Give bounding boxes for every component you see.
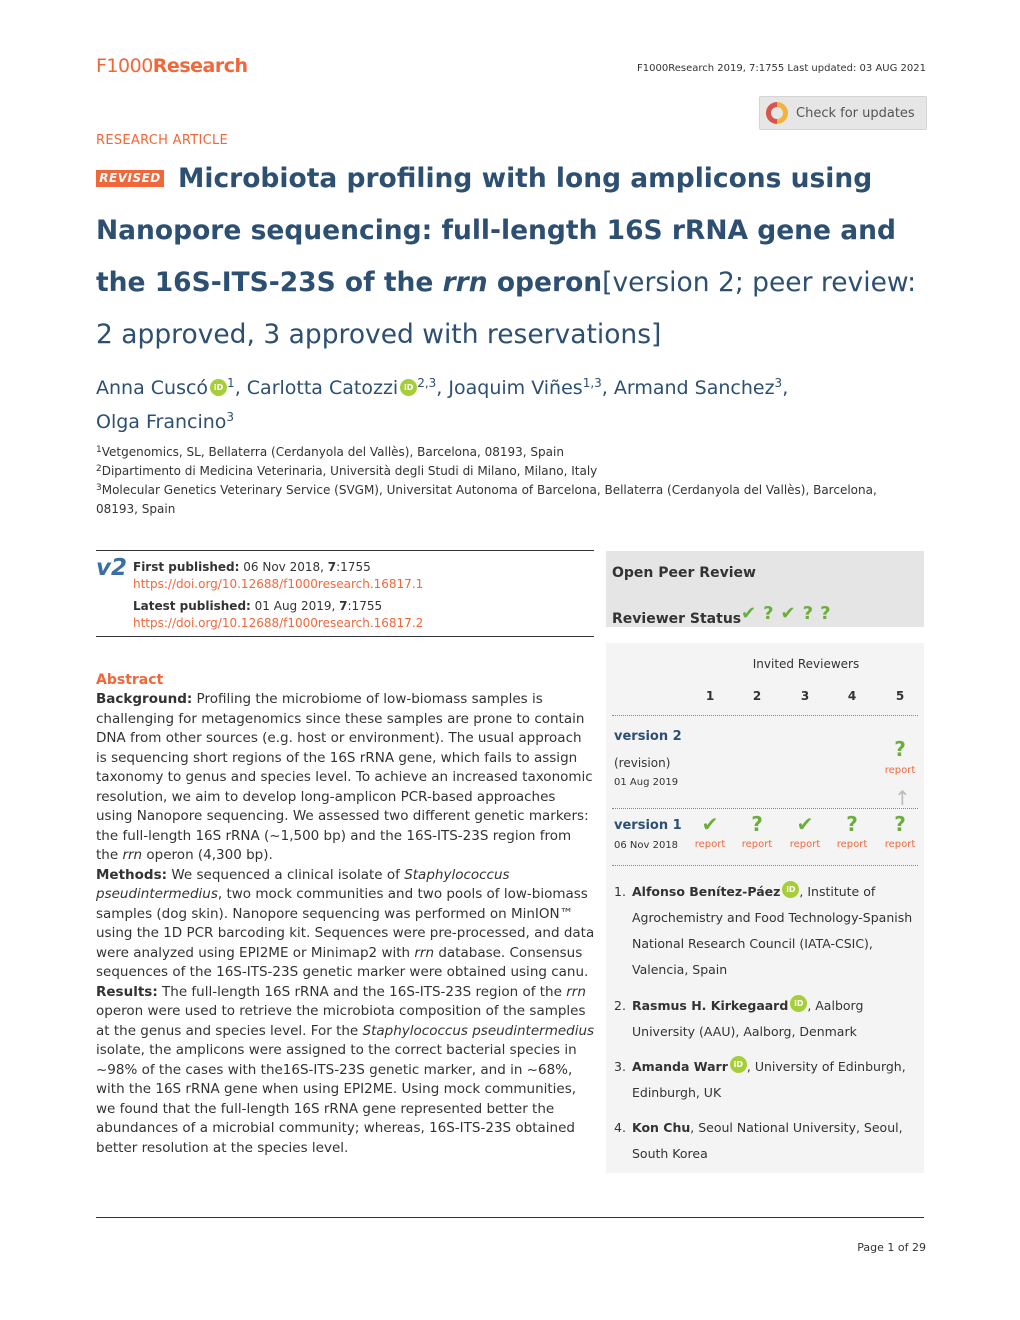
author-sup: 3 (774, 376, 783, 390)
reviewer-entry (614, 1115, 914, 1167)
results-species: Staphylococcus pseudintermedius (362, 1022, 595, 1039)
author-name[interactable]: Joaquim Viñes (448, 377, 583, 399)
affiliation-sup: 1 (96, 445, 102, 455)
author-sup: 1,3 (582, 376, 602, 390)
methods-text: We sequenced a clinical isolate of (167, 866, 405, 883)
first-published-date: 06 Nov 2018, (239, 560, 328, 574)
revised-badge: REVISED (96, 170, 164, 187)
first-published-article: :1755 (336, 560, 371, 574)
first-published (133, 559, 423, 593)
reviewer-affiliation: , Seoul National University, Seoul, (690, 1120, 903, 1135)
background-rrn: rrn (122, 847, 143, 863)
latest-published-date: 01 Aug 2019, (250, 599, 340, 613)
results-text: operon were used to retrieve the microbiota composition of the samples at the genus and species level. For the (96, 1003, 586, 1039)
title-main: Microbiota profiling with long amplicons using Nanopore sequencing: full-length 16S rRNA gene and the 16S-ITS-23S of the (96, 163, 896, 298)
version-2-label[interactable]: version 2 (614, 729, 682, 744)
version-badge: v2 (96, 555, 127, 581)
report-link[interactable]: report (836, 839, 868, 850)
first-published-label: First published: (133, 560, 240, 574)
version-1-date: 06 Nov 2018 (614, 840, 679, 851)
author-name[interactable]: Anna Cuscó (96, 377, 209, 399)
results-rrn: rrn (566, 983, 586, 1000)
reservations-icon: ? (894, 737, 906, 761)
reservations-icon: ? (802, 603, 821, 624)
f1000research-logo (96, 55, 248, 77)
background-end: operon (4,300 bp). (142, 847, 273, 863)
approved-icon: ✔ (780, 603, 803, 624)
reviewer-number: 1 (705, 689, 715, 703)
background-text: Profiling the microbiome of low-biomass samples is challenging for metagenomics since these samples are prone to contain DNA from other sources (e.g. host or environment). The usual approach is sequencing short regions of the 16S rRNA gene, which fails to assign taxonomy to genus and species level. To achieve an increased taxonomic resolution, we aim to develop long-amplicon PCR-based approaches using Nanopore sequencing. We assessed two different genetic markers: the full-length 16S rRNA (~1,500 bp) and the 16S-ITS-23S region from the (96, 691, 593, 863)
reviewer-index: 3. (614, 1059, 626, 1074)
affiliation (96, 479, 916, 519)
author-name[interactable]: Olga Francino (96, 411, 227, 433)
article-title (96, 153, 928, 361)
reservations-icon: ? (763, 603, 781, 624)
reviewer-index: 4. (614, 1120, 626, 1135)
methods-species: Staphylococcus pseudintermedius (96, 866, 510, 902)
table-divider (612, 808, 918, 809)
latest-doi-link[interactable]: https://doi.org/10.12688/f1000research.16817.2 (133, 616, 424, 630)
methods-rrn: rrn (414, 944, 435, 961)
reviewer-affiliation: , University of Edinburgh, (746, 1059, 906, 1074)
affiliation-sup: 2 (96, 464, 102, 474)
results-text: isolate, the amplicons were assigned to the correct bacterial species in ~98% of the cases with the16S-ITS-23S genetic marker, and in ~68%, with the 16S rRNA gene when using EPI2ME. Using mock communities, we found that the full-length 16S rRNA gene represented better the abundances of a microbial community; whereas, 16S-ITS-23S obtained better resolution at the species level. (96, 1042, 577, 1156)
first-doi-link[interactable]: https://doi.org/10.12688/f1000research.16817.1 (133, 577, 424, 591)
reservations-icon: ? (820, 603, 838, 624)
orcid-icon[interactable]: iD (782, 881, 799, 898)
report-link[interactable]: report (884, 765, 916, 776)
author-name[interactable]: Carlotta Catozzi (246, 377, 399, 399)
reviewer-affiliation: National Research Council (IATA-CSIC), (632, 936, 873, 951)
author-sup: 3 (226, 410, 235, 424)
table-divider (612, 715, 918, 716)
reviewer-number: 2 (752, 689, 762, 703)
report-link[interactable]: report (884, 839, 916, 850)
crossmark-icon (766, 102, 788, 124)
orcid-icon[interactable]: iD (730, 1056, 747, 1073)
reviewer-affiliation: , Aalborg (807, 998, 864, 1013)
author-sup: 1 (227, 376, 235, 390)
reviewer-status-marks (741, 603, 838, 624)
title-rrn: rrn (442, 267, 488, 298)
reviewer-affiliation: , Institute of (799, 884, 876, 899)
logo-f1000: F1000 (96, 55, 153, 77)
reviewer-name[interactable]: Rasmus H. Kirkegaard (632, 998, 789, 1013)
latest-published-article: :1755 (347, 599, 383, 613)
author-list: Anna Cuscó iD $^1$, Carlotta Catozzi iD $^{2,3}$, Joaquim Viñes$^{1,3}$, Armand Sanchez$^3$, Olga Francino$^3$ (96, 376, 789, 433)
invited-reviewers-label: Invited Reviewers (752, 657, 860, 671)
reviewer-affiliation: University (AAU), Aalborg, Denmark (632, 1024, 857, 1039)
logo-research: Research (152, 55, 248, 77)
reviewer-name[interactable]: Amanda Warr (632, 1059, 728, 1074)
methods-text: , two mock communities and two pools of low-biomass samples (dog skin). Nanopore sequencing was performed on MinION™ using the 1D PCR barcoding kit. Sequences were pre-processed, and data were analyzed using EPI2ME or Minimap2 with (96, 886, 595, 961)
methods-label: Methods: (96, 866, 168, 883)
latest-published-label: Latest published: (133, 599, 251, 613)
reviewer-index: 2. (614, 998, 626, 1013)
table-divider (612, 865, 918, 866)
reviewer-name[interactable]: Kon Chu (632, 1120, 691, 1135)
affiliation (96, 441, 916, 462)
reviewer-number: 3 (800, 689, 810, 703)
reviewer-entry (614, 1054, 914, 1106)
affiliation-text: Dipartimento di Medicina Veterinaria, Università degli Studi di Milano, Milano, Italy (101, 464, 598, 478)
author-sup: 2,3 (417, 376, 437, 390)
reviewer-affiliation: Edinburgh, UK (632, 1085, 722, 1100)
version-2-note: (revision) (614, 756, 671, 770)
reservations-icon: ? (751, 812, 763, 836)
reviewer-status-label: Reviewer Status (612, 611, 742, 627)
pub-top-rule (96, 550, 594, 551)
affiliation-text: Molecular Genetics Veterinary Service (SVGM), Universitat Autonoma of Barcelona, Bellaterra (Cerdanyola del Vallès), Barcelona, 08193, Spain (96, 483, 877, 516)
abstract-heading: Abstract (96, 672, 164, 688)
version-2-date: 01 Aug 2019 (614, 777, 679, 788)
approved-icon: ✔ (741, 603, 764, 624)
footer-rule (96, 1217, 924, 1218)
reservations-icon: ? (846, 812, 858, 836)
reviewer-number: 5 (895, 689, 905, 703)
reservations-icon: ? (894, 812, 906, 836)
reviewer-number: 4 (847, 689, 857, 703)
check-for-updates-label: Check for updates (796, 105, 915, 121)
pub-bottom-rule (96, 636, 594, 637)
approved-icon: ✔ (701, 812, 719, 836)
panel-divider (606, 630, 924, 632)
reviewer-affiliation: Agrochemistry and Food Technology-Spanish (632, 910, 913, 925)
title-version: [version 2; peer review: 2 approved, 3 approved with reservations] (96, 267, 917, 350)
abstract-body (96, 690, 596, 1158)
reviewer-index: 1. (614, 884, 626, 899)
affiliation-text: Vetgenomics, SL, Bellaterra (Cerdanyola del Vallès), Barcelona, 08193, Spain (101, 445, 564, 459)
affiliation-sup: 3 (96, 483, 102, 493)
page-number: Page 1 of 29 (857, 1241, 926, 1254)
article-type: RESEARCH ARTICLE (96, 133, 229, 148)
version-1-label[interactable]: version 1 (614, 818, 682, 833)
report-link[interactable]: report (789, 839, 821, 850)
results-label: Results: (96, 983, 158, 1000)
results-text: The full-length 16S rRNA and the 16S-ITS-23S region of the (157, 983, 567, 1000)
latest-published-volume: 7 (339, 599, 348, 613)
approved-icon: ✔ (796, 812, 814, 836)
report-link[interactable]: report (741, 839, 773, 850)
check-for-updates-button[interactable] (759, 96, 927, 130)
orcid-icon[interactable]: iD (210, 379, 227, 396)
reviewer-entry (614, 879, 914, 983)
open-peer-review-title: Open Peer Review (612, 565, 756, 581)
orcid-icon[interactable]: iD (400, 379, 417, 396)
reviewer-name[interactable]: Alfonso Benítez-Páez (632, 884, 781, 899)
arrow-up-icon: ↑ (894, 786, 911, 810)
methods-text: database. Consensus sequences of the 16S-ITS-23S genetic marker were obtained using canu. (96, 944, 589, 980)
reviewer-entry (614, 993, 914, 1045)
reviewer-affiliation: South Korea (632, 1146, 708, 1161)
latest-published (133, 598, 423, 632)
affiliation (96, 460, 916, 481)
orcid-icon[interactable]: iD (790, 995, 807, 1012)
first-published-volume: 7 (327, 560, 337, 574)
report-link[interactable]: report (694, 839, 726, 850)
background-label: Background: (96, 691, 193, 707)
title-after: operon (487, 267, 603, 298)
reviewer-affiliation: Valencia, Spain (632, 962, 728, 977)
citation-header: F1000Research 2019, 7:1755 Last updated: 03 AUG 2021 (637, 63, 926, 74)
author-name[interactable]: Armand Sanchez (613, 377, 775, 399)
